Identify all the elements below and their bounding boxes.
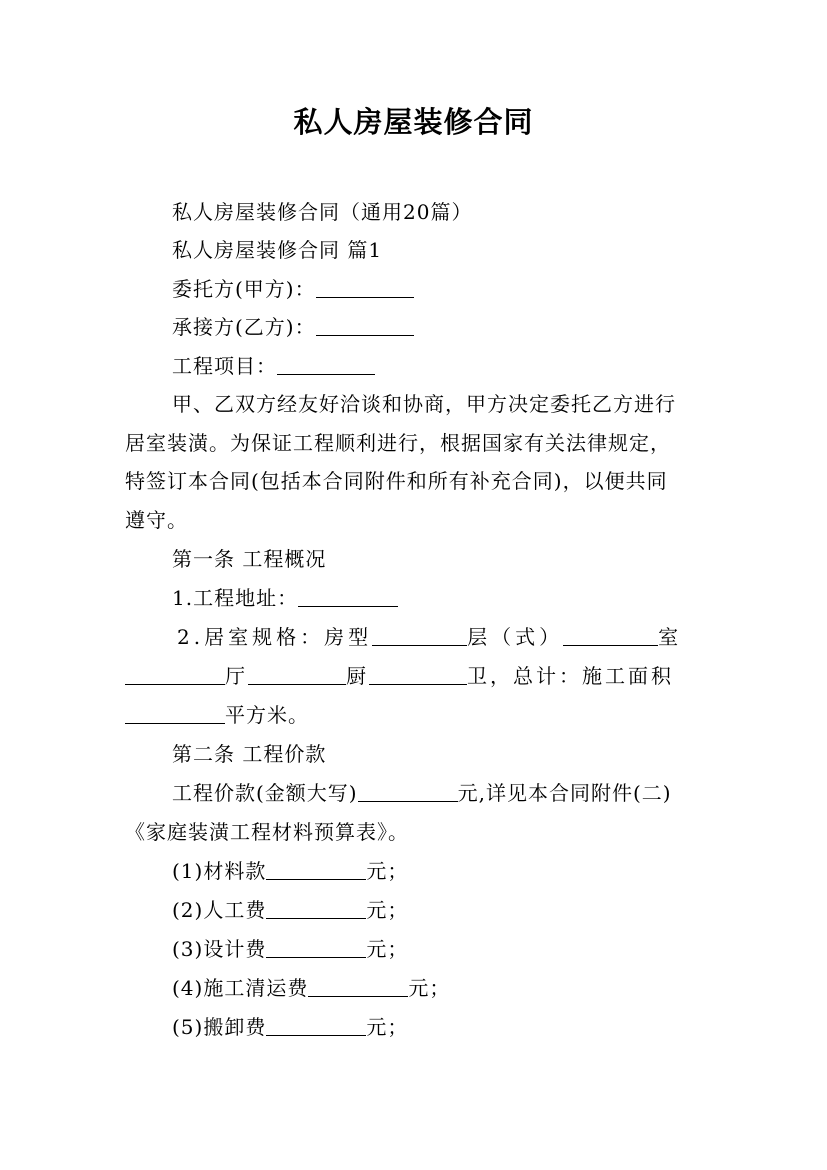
spec-label: 层（式） [467,625,564,649]
list-item [125,891,750,929]
blank-field [248,660,346,685]
item-label: (1)材料款 [172,859,267,883]
article-heading: 第二条 工程价款 [172,742,327,766]
address-line [125,579,750,617]
paragraph-line: 特签订本合同(包括本合同附件和所有补充合同)，以便共同 [125,469,668,493]
blank-field [125,699,225,724]
project-label: 工程项目： [172,354,277,378]
paragraph-line: 遵守。 [125,508,188,532]
spec-label: 室 [658,625,683,649]
price-line: 《家庭装潢工程材料预算表》。 [125,820,409,844]
party-b-line [125,308,750,346]
price-label: 工程价款(金额大写) [172,781,358,805]
spec-label: 卫，总计：施工面积 [467,664,674,688]
blank-field [298,582,398,607]
blank-field [266,855,366,880]
item-unit: 元； [366,937,409,961]
item-unit: 元； [408,976,451,1000]
item-unit: 元； [366,1015,409,1039]
list-item [125,969,750,1007]
spec-label: 厨 [346,664,369,688]
list-item [125,930,750,968]
blank-field [266,933,366,958]
spec-label: 厅 [225,664,248,688]
spec-label: 2.居室规格：房型 [177,625,373,649]
paragraph-line: 甲、乙双方经友好洽谈和协商，甲方决定委托乙方进行 [172,392,676,416]
blank-field [277,350,375,375]
blank-field [358,777,458,802]
section-heading: 私人房屋装修合同 篇1 [172,238,383,262]
address-label: 1.工程地址： [172,586,299,610]
page-title: 私人房屋装修合同 [293,105,534,139]
item-label: (5)搬卸费 [172,1015,267,1039]
blank-field [316,273,414,298]
blank-field [316,311,414,336]
article-heading: 第一条 工程概况 [172,547,327,571]
price-line [125,774,750,812]
price-label: 元,详见本合同附件(二) [457,781,672,805]
item-unit: 元； [366,898,409,922]
spec-line [125,618,755,656]
item-label: (4)施工清运费 [172,976,309,1000]
blank-field [308,972,408,997]
item-label: (2)人工费 [172,898,267,922]
paragraph-line: 居室装潢。为保证工程顺利进行，根据国家有关法律规定， [125,431,671,455]
blank-field [266,1011,366,1036]
item-unit: 元； [366,859,409,883]
blank-field [563,621,658,646]
project-line [125,347,750,385]
blank-field [369,660,467,685]
spec-line [125,657,703,695]
blank-field [372,621,467,646]
spec-line [125,696,703,734]
spec-label: 平方米。 [225,703,309,727]
blank-field [266,894,366,919]
blank-field [125,660,225,685]
subtitle: 私人房屋装修合同（通用20篇） [172,200,473,224]
party-a-line [125,270,750,308]
party-a-label: 委托方(甲方)： [172,277,316,301]
list-item [125,852,750,890]
party-b-label: 承接方(乙方)： [172,315,316,339]
item-label: (3)设计费 [172,937,267,961]
list-item [125,1008,750,1046]
